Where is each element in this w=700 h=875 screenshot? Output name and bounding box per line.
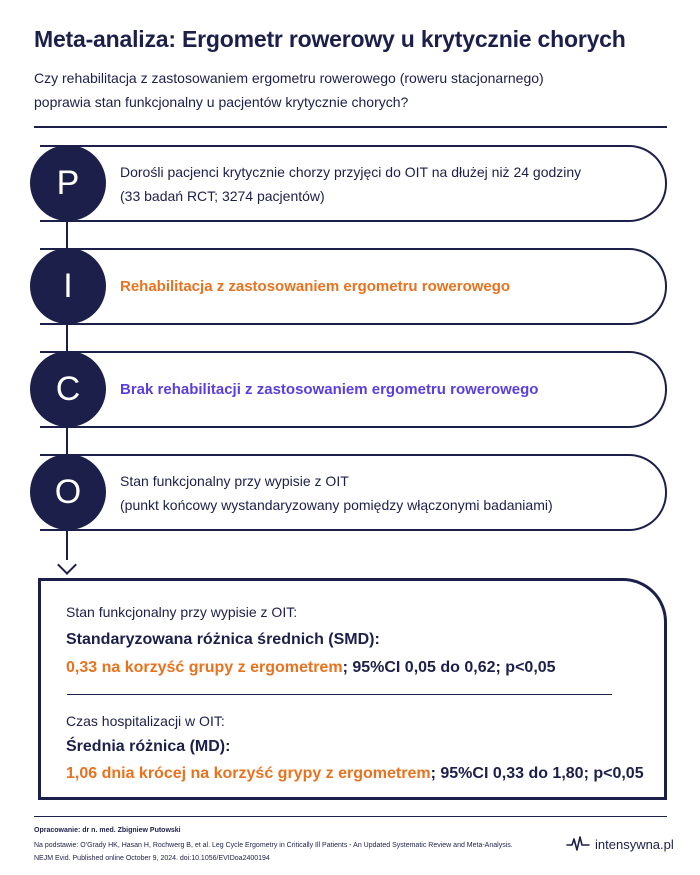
page-subtitle	[34, 66, 654, 114]
intensywna-logo[interactable]	[566, 835, 674, 853]
footer-divider	[34, 816, 667, 817]
footer-citation: NEJM Evid. Published online October 9, 2024. doi:10.1056/EVIDoa2400194	[34, 855, 270, 862]
result-2-highlight: 1,06 dnia krócej na korzyść grypy z ergometrem	[66, 765, 431, 782]
result-1-highlight: 0,33 na korzyść grupy z ergometrem	[66, 659, 343, 676]
result-2-value	[66, 765, 644, 783]
result-2-heading: Średnia różnica (MD):	[66, 738, 231, 755]
pico-badge-o: O	[30, 454, 106, 530]
footer-author: Opracowanie: dr n. med. Zbigniew Putowski	[34, 827, 181, 834]
arrow-down-icon	[57, 555, 77, 575]
result-1-label: Stan funkcjonalny przy wypisie z OIT:	[66, 604, 298, 620]
pico-outcome-line-1: Stan funkcjonalny przy wypisie z OIT	[120, 472, 349, 489]
header-divider	[34, 126, 667, 128]
pico-outcome-line-2: (punkt końcowy wystandaryzowany pomiędzy włączonymi badaniami)	[120, 496, 553, 513]
subtitle-line-2: poprawia stan funkcjonalny u pacjentów krytycznie chorych?	[34, 94, 409, 110]
pico-card-outcome	[40, 454, 667, 531]
pico-population-text	[120, 147, 581, 220]
pico-card-intervention	[40, 248, 667, 325]
pico-badge-c: C	[30, 351, 106, 427]
footer-source: Na podstawie: O'Grady HK, Hasan H, Rochwerg B, et al. Leg Cycle Ergometry in Critically Ill Patients - An Updated Systematic Review and Meta-Analysis.	[34, 842, 513, 849]
results-box	[38, 578, 667, 800]
result-2-label: Czas hospitalizacji w OIT:	[66, 713, 225, 729]
heartbeat-icon	[566, 835, 590, 853]
pico-card-population	[40, 145, 667, 222]
result-1-heading: Standaryzowana różnica średnich (SMD):	[66, 631, 380, 648]
pico-card-comparison	[40, 351, 667, 428]
pico-population-line-1: Dorośli pacjenci krytycznie chorzy przyjęci do OIT na dłużej niż 24 godziny	[120, 163, 582, 180]
pico-badge-p: P	[30, 145, 106, 221]
result-2-stats: ; 95%CI 0,33 do 1,80; p<0,05	[430, 765, 644, 782]
pico-population-line-2: (33 badań RCT; 3274 pacjentów)	[120, 187, 325, 204]
pico-badge-i: I	[30, 248, 106, 324]
page-title: Meta-analiza: Ergometr rowerowy u krytycznie chorych	[34, 26, 626, 52]
logo-text: intensywna.pl	[595, 836, 674, 852]
pico-intervention-text: Rehabilitacja z zastosowaniem ergometru rowerowego	[120, 277, 511, 295]
pico-outcome-text	[120, 456, 553, 529]
result-1-stats: ; 95%CI 0,05 do 0,62; p<0,05	[342, 659, 556, 676]
results-divider	[67, 694, 612, 695]
subtitle-line-1: Czy rehabilitacja z zastosowaniem ergometru rowerowego (roweru stacjonarnego)	[34, 70, 544, 86]
result-1-value	[66, 659, 556, 677]
pico-comparison-text: Brak rehabilitacji z zastosowaniem ergometru rowerowego	[120, 380, 539, 398]
